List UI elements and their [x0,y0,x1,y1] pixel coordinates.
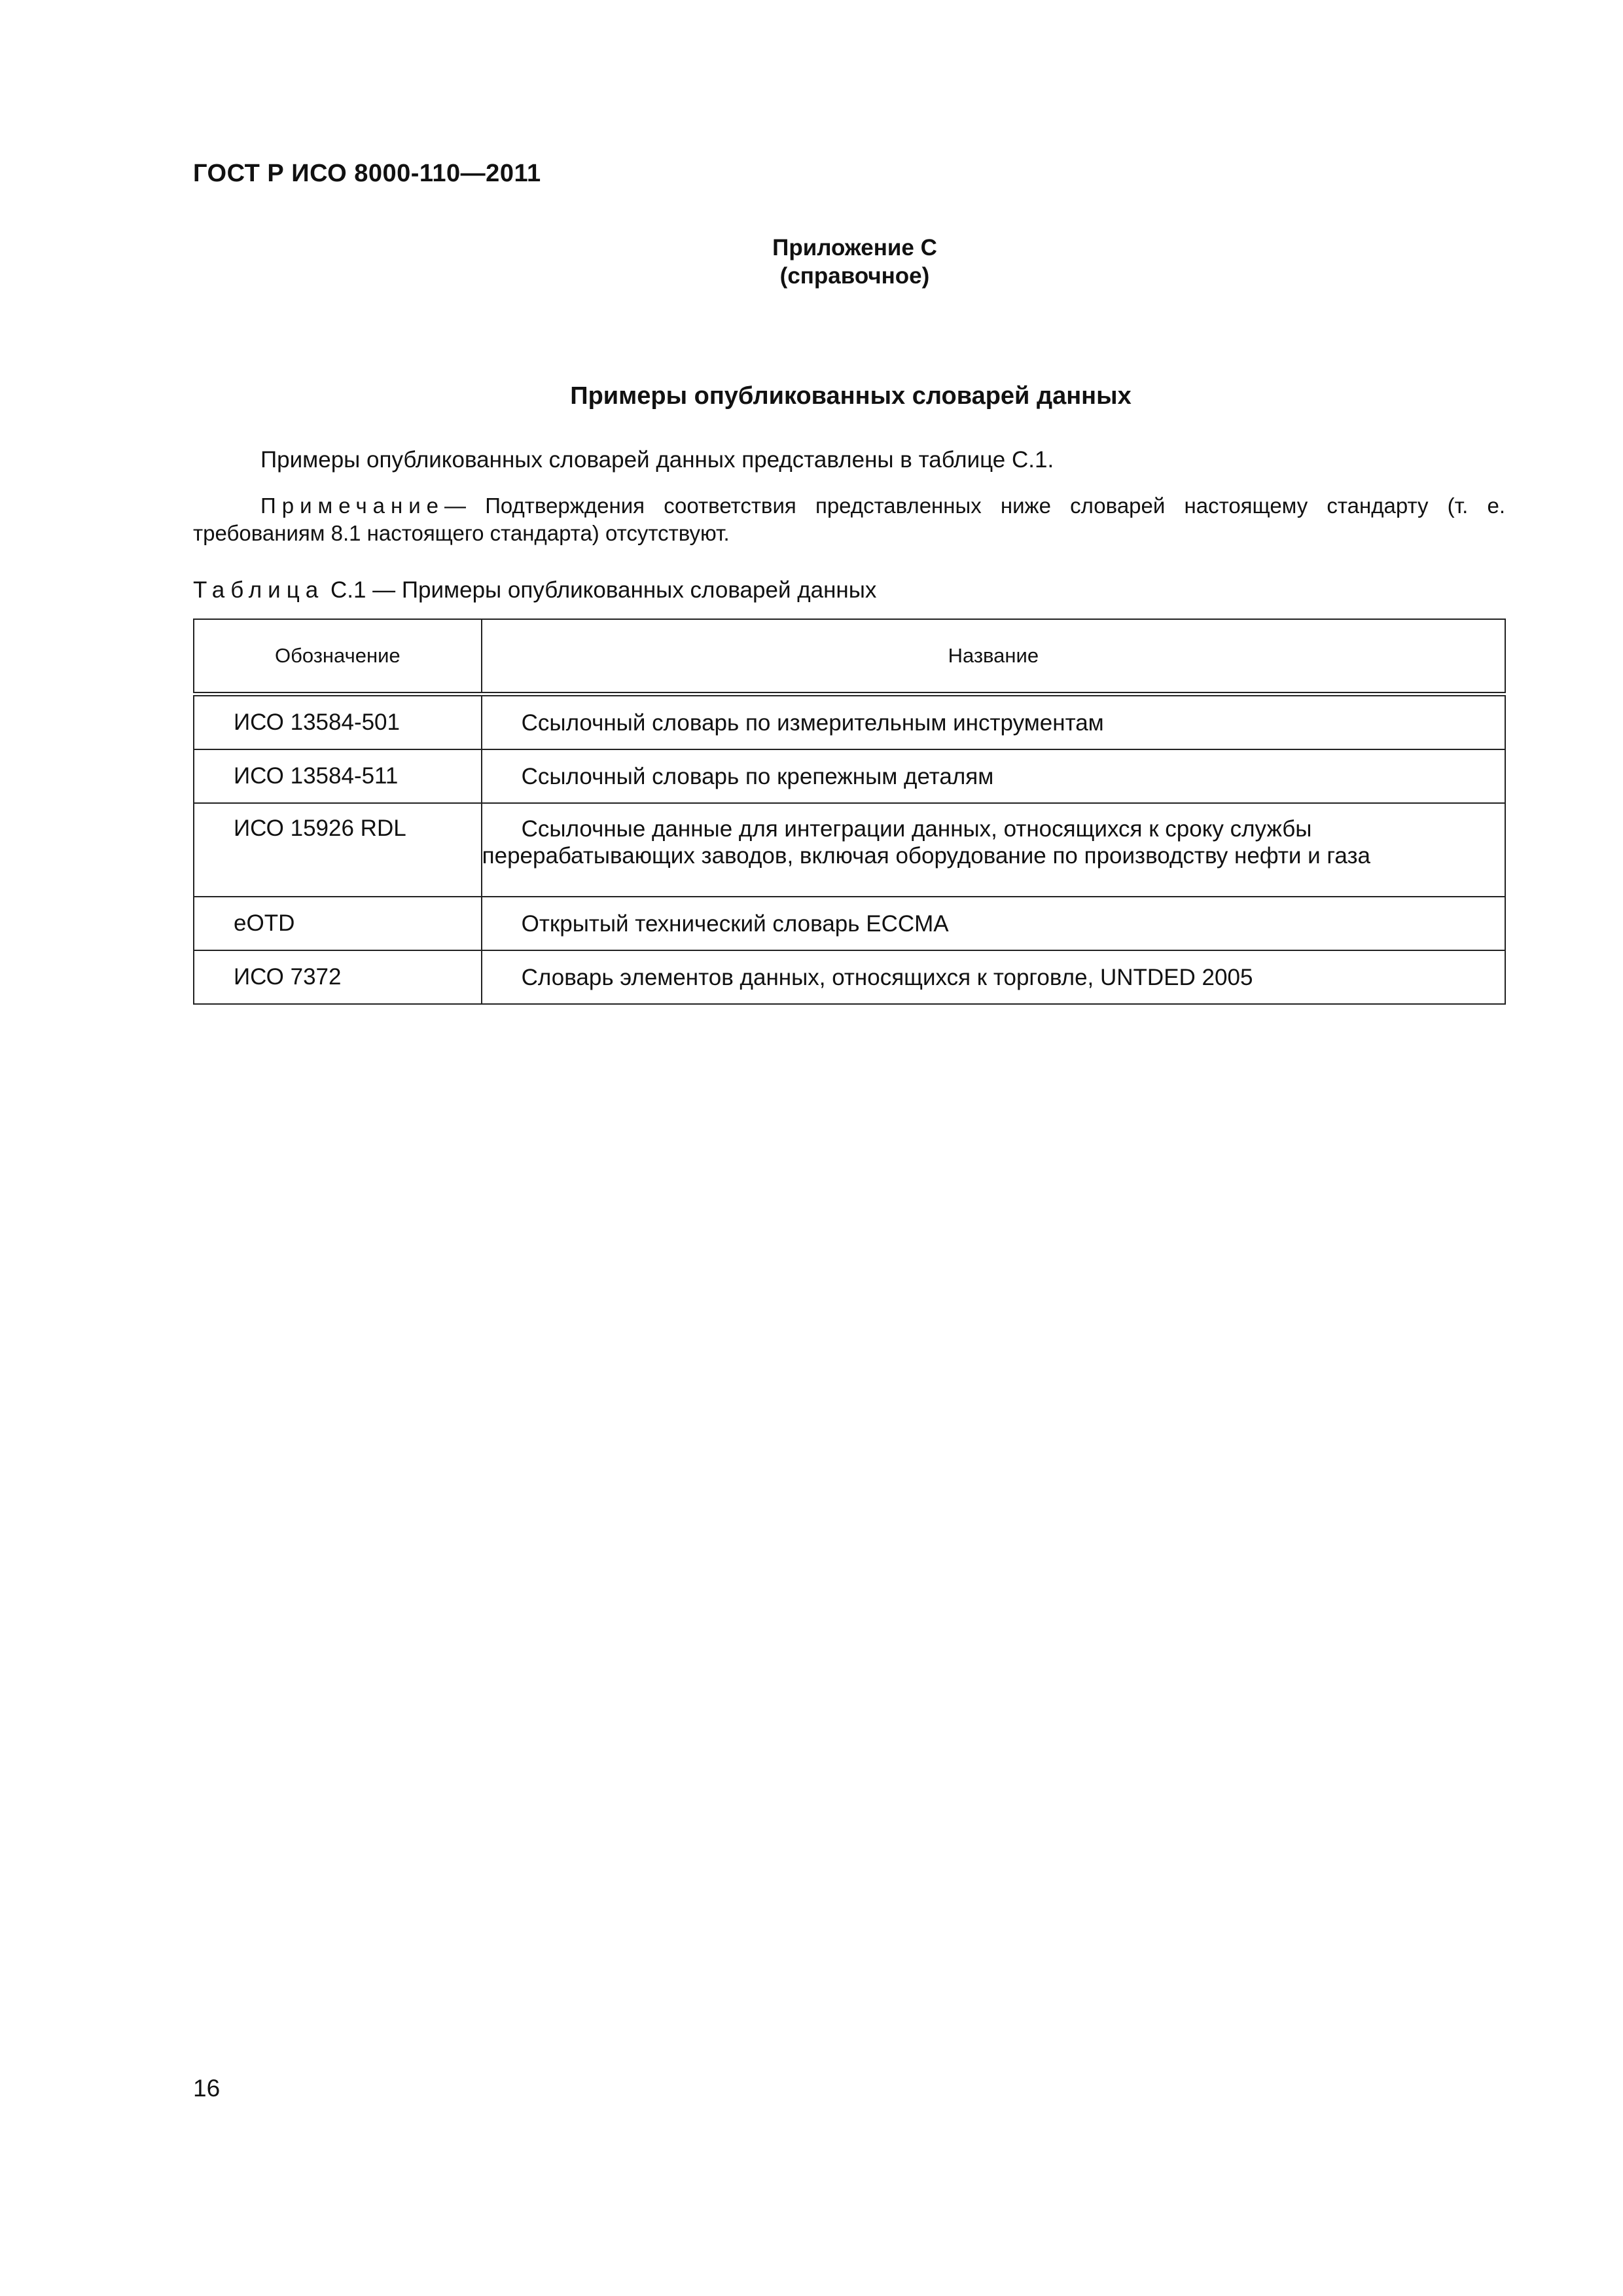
cell-designation: eOTD [194,897,482,950]
cell-designation: ИСО 7372 [194,950,482,1004]
column-header-designation: Обозначение [194,619,482,694]
note-text: — Подтверждения соответствия представленных ниже словарей настоящему стандарту (т. е. требованиям 8.1 настоящего стандарта) отсутствуют. [193,493,1505,545]
note-paragraph [193,492,1505,547]
cell-name: Открытый технический словарь ECCMA [482,897,1505,950]
table-row [194,950,1505,1004]
cell-designation: ИСО 13584-511 [194,749,482,803]
page-number: 16 [193,2075,221,2102]
cell-name: Словарь элементов данных, относящихся к торговле, UNTDED 2005 [482,950,1505,1004]
intro-paragraph: Примеры опубликованных словарей данных представлены в таблице C.1. [260,447,1054,473]
table-row [194,749,1505,803]
cell-name: Ссылочный словарь по измерительным инструментам [482,694,1505,750]
table-caption-text: C.1 — Примеры опубликованных словарей данных [330,577,877,603]
document-header: ГОСТ Р ИСО 8000-110—2011 [193,160,541,187]
cell-designation: ИСО 13584-501 [194,694,482,750]
cell-name: Ссылочный словарь по крепежным деталям [482,749,1505,803]
note-label: Примечание [260,493,445,518]
cell-designation: ИСО 15926 RDL [194,803,482,897]
table-caption [193,577,876,603]
table-row [194,803,1505,897]
table-caption-label: Таблица [193,577,325,603]
table-row [194,897,1505,950]
section-heading: Примеры опубликованных словарей данных [570,382,1132,410]
cell-name: Ссылочные данные для интеграции данных, относящихся к сроку службы перерабатывающих заводов, включая оборудование по производству нефти и газа [482,803,1505,897]
annex-kind: (справочное) [779,263,930,289]
column-header-name: Название [482,619,1505,694]
table-row [194,694,1505,750]
annex-title: Приложение C [772,235,937,260]
dictionaries-table [193,619,1506,1005]
table-header-row [194,619,1505,694]
